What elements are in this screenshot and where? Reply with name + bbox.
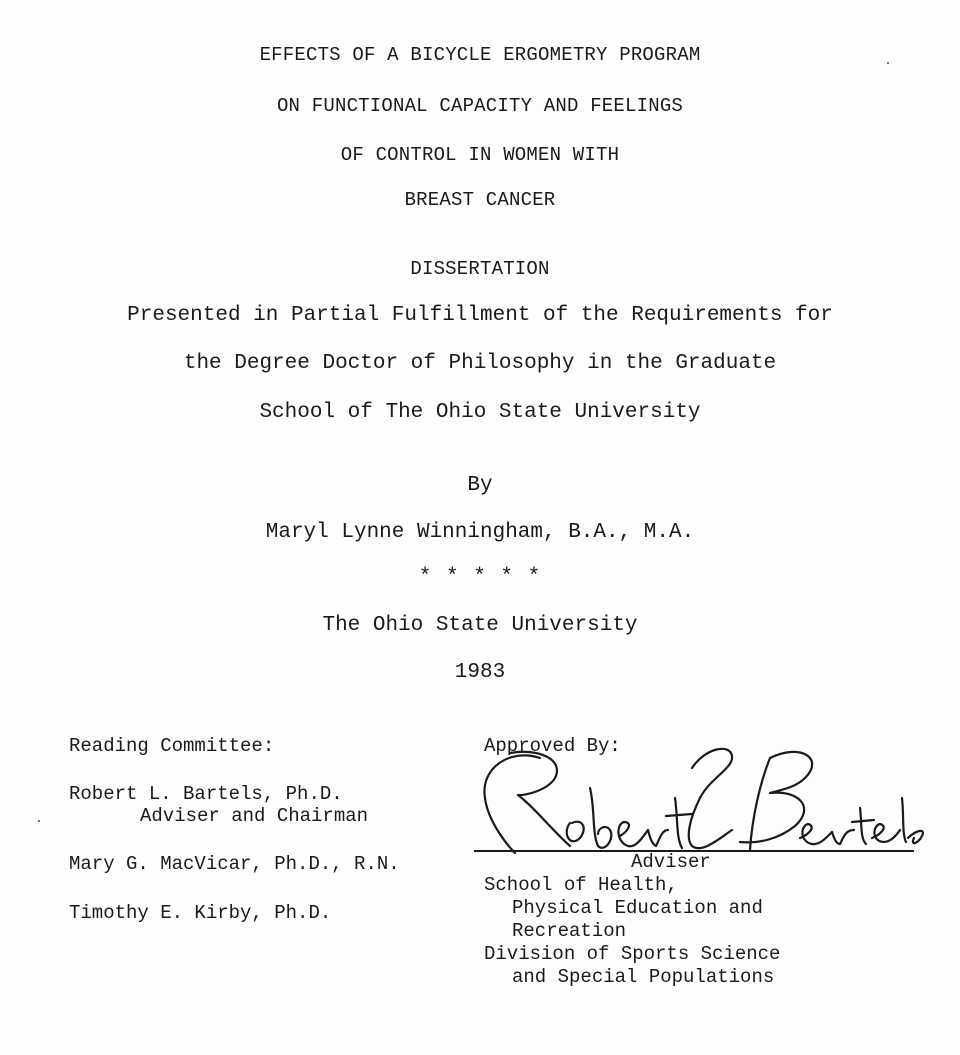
title-line-3: OF CONTROL IN WOMEN WITH: [340, 144, 620, 166]
author-name: Maryl Lynne Winningham, B.A., M.A.: [265, 521, 695, 544]
document-type: DISSERTATION: [410, 258, 550, 280]
committee-member-1: Robert L. Bartels, Ph.D.: [69, 783, 343, 805]
title-line-4: BREAST CANCER: [404, 189, 556, 211]
approval-role: Adviser: [631, 851, 711, 873]
presented-line-1: Presented in Partial Fulfillment of the Requirements for: [127, 304, 833, 327]
approval-dept-line-2: Physical Education and: [512, 897, 763, 919]
committee-member-1-role: Adviser and Chairman: [140, 805, 369, 827]
institution-name: The Ohio State University: [322, 614, 638, 637]
approval-dept-line-1: School of Health,: [484, 874, 678, 896]
approval-heading: Approved By:: [484, 735, 621, 757]
scan-speck: [887, 62, 889, 64]
signature-image: [470, 735, 930, 858]
by-label: By: [467, 474, 493, 497]
committee-heading: Reading Committee:: [69, 735, 275, 757]
separator-stars: * * * * *: [418, 566, 542, 589]
presented-line-3: School of The Ohio State University: [259, 401, 701, 424]
year: 1983: [454, 661, 506, 684]
approval-dept-line-4: Division of Sports Science: [484, 943, 781, 965]
title-line-1: EFFECTS OF A BICYCLE ERGOMETRY PROGRAM: [259, 44, 701, 66]
presented-line-2: the Degree Doctor of Philosophy in the Graduate: [183, 352, 777, 375]
approval-dept-line-5: and Special Populations: [512, 966, 775, 988]
title-line-2: ON FUNCTIONAL CAPACITY AND FEELINGS: [276, 95, 684, 117]
approval-dept-line-3: Recreation: [512, 920, 627, 942]
committee-member-3: Timothy E. Kirby, Ph.D.: [69, 902, 332, 924]
scan-speck: [38, 820, 40, 822]
committee-member-2: Mary G. MacVicar, Ph.D., R.N.: [69, 853, 400, 875]
